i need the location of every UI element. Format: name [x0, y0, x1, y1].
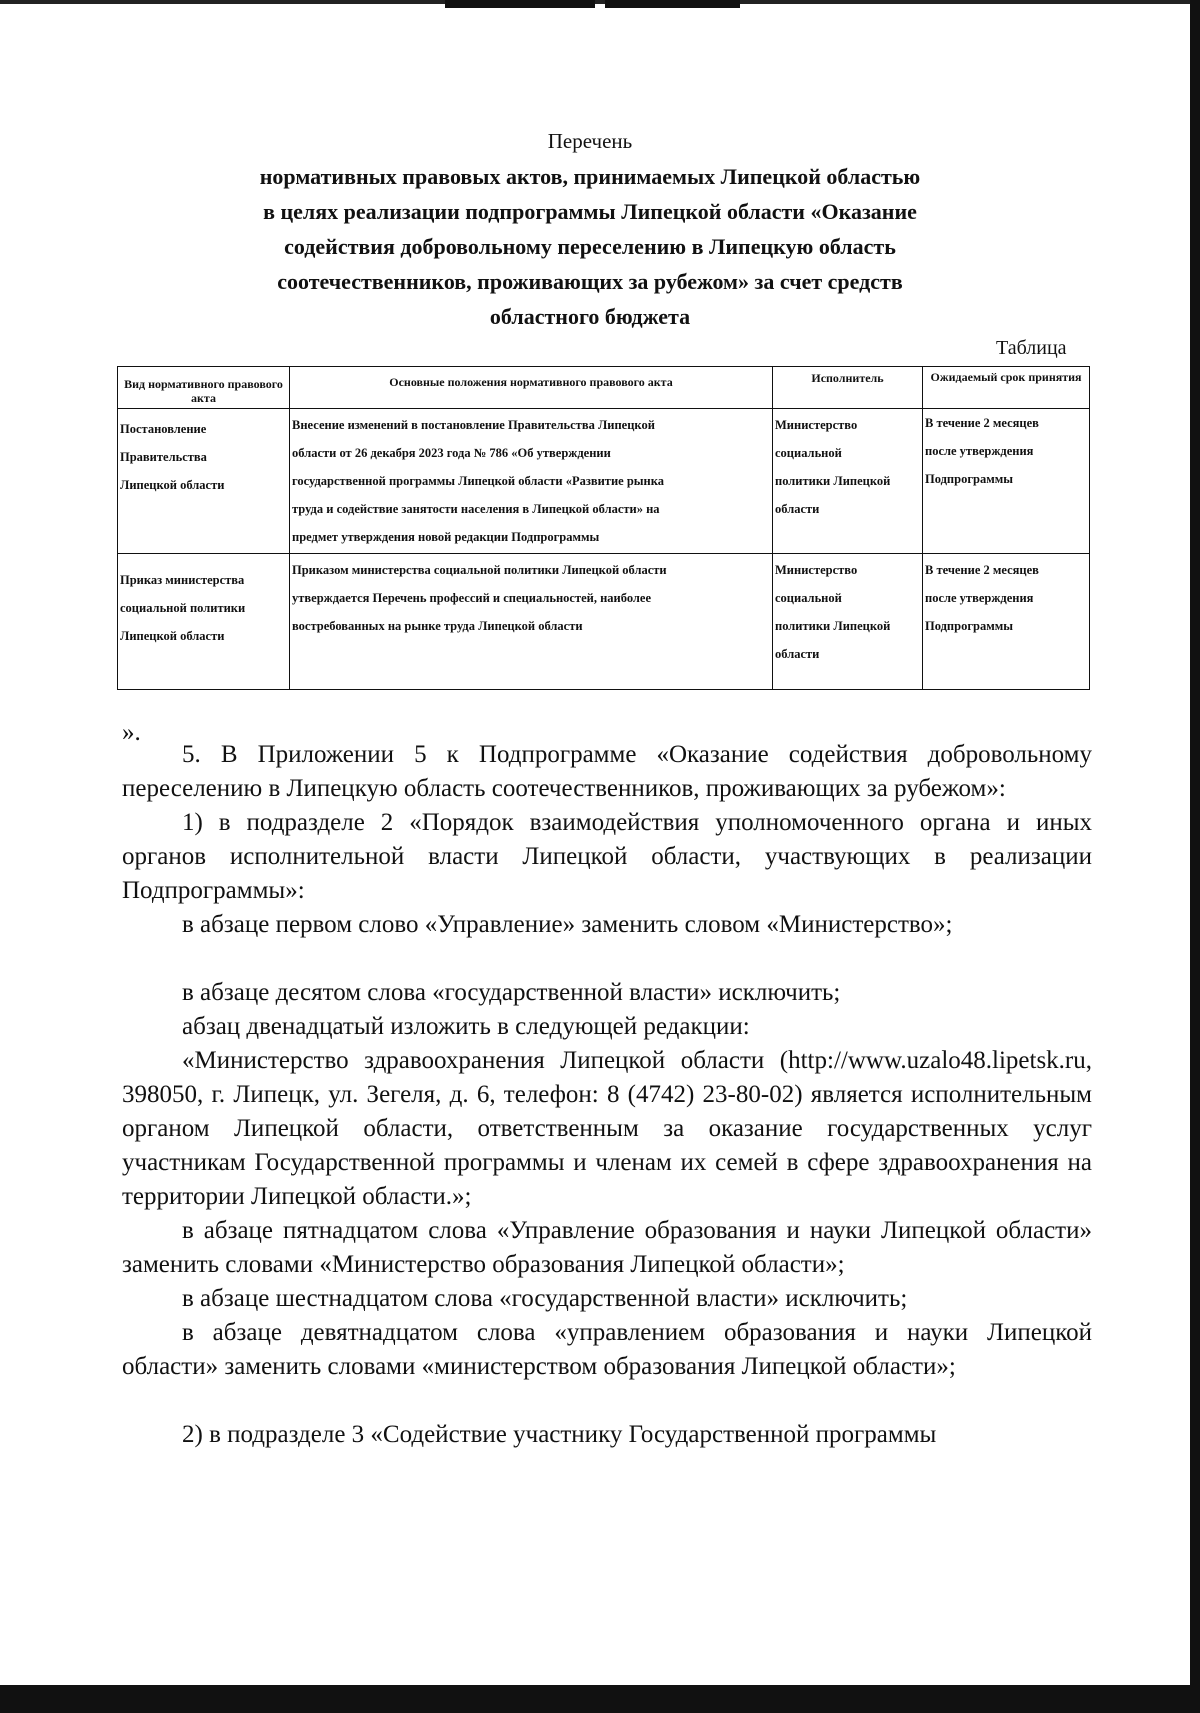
- cell-line: В течение 2 месяцев: [925, 416, 1039, 430]
- cell-line: социальной: [775, 591, 842, 605]
- cell-executor: [773, 409, 923, 554]
- table-row: [118, 554, 1090, 690]
- cell-line: социальной: [775, 446, 842, 460]
- cell-line: области: [775, 647, 820, 661]
- cell-line: Министерство: [775, 418, 858, 432]
- header-provisions: Основные положения нормативного правового акта: [290, 367, 773, 409]
- cell-act-type: [118, 409, 290, 554]
- paragraph: 1) в подразделе 2 «Порядок взаимодействия уполномоченного органа и иных органов исполнительной власти Липецкой области, участвующих в реализации Подпрограммы»:: [122, 809, 1092, 904]
- cell-provisions: [290, 409, 773, 554]
- cell-line: предмет утверждения новой редакции Подпрограммы: [292, 530, 600, 544]
- cell-line: Липецкой области: [120, 629, 225, 643]
- paragraph: 2) в подразделе 3 «Содействие участнику Государственной программы: [182, 1421, 937, 1448]
- document-title: [180, 124, 1000, 334]
- cell-line: области от 26 декабря 2023 года № 786 «Об утверждении: [292, 446, 611, 460]
- cell-line: В течение 2 месяцев: [925, 563, 1039, 577]
- paragraph: в абзаце первом слово «Управление» заменить словом «Министерство»;: [182, 911, 953, 938]
- table-label: Таблица: [996, 337, 1067, 359]
- cell-line: политики Липецкой: [775, 474, 891, 488]
- title-line: нормативных правовых актов, принимаемых Липецкой областью: [259, 164, 921, 189]
- table-header-row: [118, 367, 1090, 409]
- table-row: [118, 409, 1090, 554]
- paragraph: «Министерство здравоохранения Липецкой области (http://www.uzalo48.lipetsk.ru, 398050, г. Липецк, ул. Зегеля, д. 6, телефон: 8 (4742) 23-80-02) является исполнительным органом Липецкой области, ответственным за оказание государственных услуг участникам Государственной программы и членам их семей в сфере здравоохранения на территории Липецкой области.»;: [122, 1047, 1092, 1210]
- scan-mark-right: [605, 0, 740, 8]
- cell-act-type: [118, 554, 290, 690]
- cell-line: Внесение изменений в постановление Правительства Липецкой: [292, 418, 655, 432]
- title-line: областного бюджета: [489, 304, 691, 329]
- cell-line: Министерство: [775, 563, 858, 577]
- header-executor: Исполнитель: [773, 367, 923, 409]
- cell-executor: [773, 554, 923, 690]
- cell-line: политики Липецкой: [775, 619, 891, 633]
- scan-border-right: [1190, 0, 1200, 1713]
- cell-deadline: [923, 409, 1090, 554]
- title-line: соотечественников, проживающих за рубежом» за счет средств: [277, 269, 903, 294]
- scan-mark-left: [445, 0, 595, 8]
- cell-line: после утверждения: [925, 444, 1034, 458]
- cell-line: Правительства: [120, 450, 207, 464]
- cell-line: Приказом министерства социальной политики Липецкой области: [292, 563, 667, 577]
- scan-border-top: [0, 0, 1200, 4]
- cell-line: государственной программы Липецкой области «Развитие рынка: [292, 474, 665, 488]
- cell-line: Липецкой области: [120, 478, 225, 492]
- cell-line: после утверждения: [925, 591, 1034, 605]
- paragraph: в абзаце девятнадцатом слова «управлением образования и науки Липецкой области» заменить словами «министерством образования Липецкой области»;: [122, 1319, 1092, 1380]
- document-body: [122, 738, 1092, 1452]
- paragraph: в абзаце пятнадцатом слова «Управление образования и науки Липецкой области» заменить словами «Министерство образования Липецкой области»;: [122, 1217, 1092, 1278]
- cell-line: Постановление: [120, 422, 207, 436]
- header-deadline: Ожидаемый срок принятия: [923, 367, 1090, 409]
- title-line: содействия добровольному переселению в Липецкую область: [284, 234, 896, 259]
- cell-line: социальной политики: [120, 601, 246, 615]
- paragraph: абзац двенадцатый изложить в следующей редакции:: [182, 1013, 750, 1040]
- cell-deadline: [923, 554, 1090, 690]
- cell-line: Подпрограммы: [925, 472, 1014, 486]
- cell-line: утверждается Перечень профессий и специальностей, наиболее: [292, 591, 652, 605]
- cell-provisions: [290, 554, 773, 690]
- cell-line: Подпрограммы: [925, 619, 1014, 633]
- closing-quote: ».: [122, 719, 141, 746]
- paragraph: в абзаце шестнадцатом слова «государственной власти» исключить;: [182, 1285, 908, 1312]
- paragraph: 5. В Приложении 5 к Подпрограмме «Оказание содействия добровольному переселению в Липецкую область соотечественников, проживающих за рубежом»:: [122, 741, 1092, 802]
- scan-border-bottom: [0, 1685, 1200, 1713]
- paragraph: в абзаце десятом слова «государственной власти» исключить;: [182, 979, 841, 1006]
- title-line: в целях реализации подпрограммы Липецкой области «Оказание: [263, 199, 917, 224]
- title-line: Перечень: [547, 129, 633, 153]
- cell-line: области: [775, 502, 820, 516]
- header-act-type: Вид нормативного правового акта: [118, 367, 290, 409]
- cell-line: труда и содействие занятости населения в Липецкой области» на: [292, 502, 660, 516]
- cell-line: востребованных на рынке труда Липецкой области: [292, 619, 583, 633]
- cell-line: Приказ министерства: [120, 573, 245, 587]
- acts-table: [117, 366, 1090, 690]
